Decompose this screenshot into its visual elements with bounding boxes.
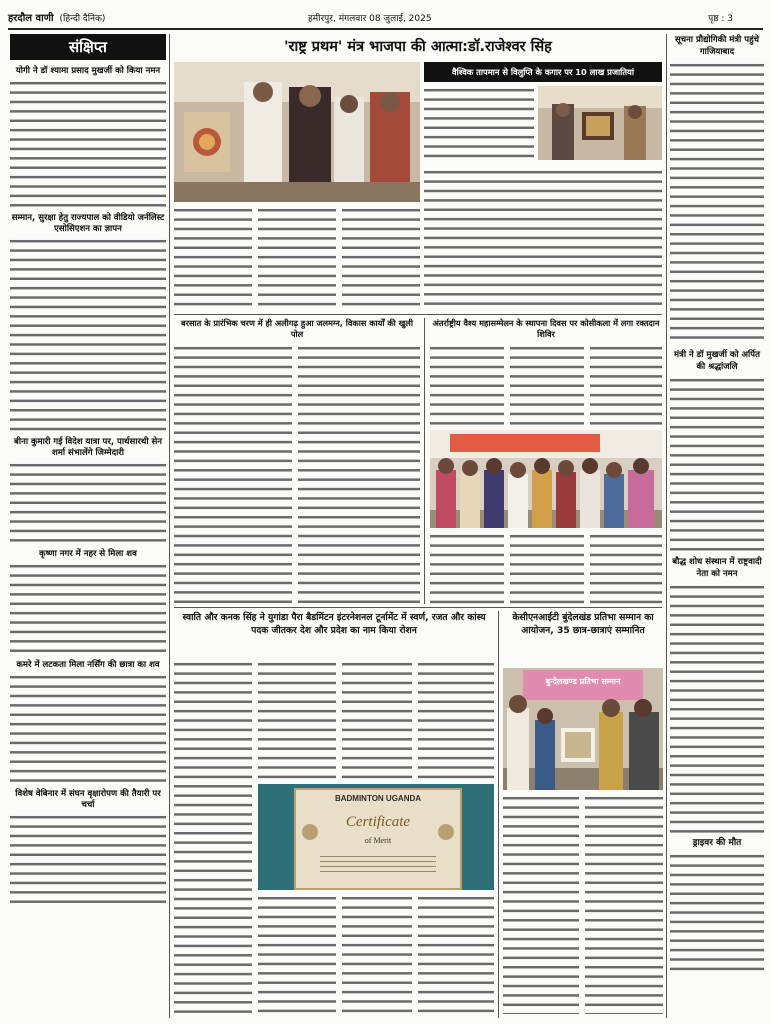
- column-rule-left: [169, 34, 170, 1018]
- certificate-sub: of Merit: [364, 836, 392, 845]
- row-rule-1: [174, 314, 662, 315]
- right-headline-4: ड्राइवर की मौत: [692, 838, 742, 848]
- place-date: हमीरपुर, मंगलवार 08 जुलाई, 2025: [308, 14, 432, 24]
- left-article-3: [10, 461, 166, 545]
- certificate-photo: [258, 784, 494, 890]
- right-article-1: [670, 61, 764, 345]
- left-headline-4: कृष्णा नगर में नहर से मिला शव: [39, 549, 137, 559]
- certificate-top-text: BADMINTON UGANDA: [334, 794, 422, 803]
- main-photo-graphic: [174, 62, 420, 202]
- badminton-article-4: [418, 660, 494, 780]
- badminton-article-2: [258, 660, 336, 780]
- mid-article-a-1: [174, 344, 292, 604]
- mid-article-b-5: [510, 532, 584, 604]
- left-headline-1: योगी ने डॉ श्यामा प्रसाद मुखर्जी को किया नमन: [15, 66, 161, 76]
- badminton-article-1: [174, 660, 252, 1014]
- right-column: [670, 34, 764, 1018]
- box1-article-b: [424, 168, 662, 310]
- right-headline-1: सूचना प्रौद्योगिकी मंत्री पहुंचे गाजियाबाद: [675, 35, 759, 57]
- row-rule-2: [174, 607, 662, 608]
- certificate-lines: [320, 852, 436, 872]
- blood-donation-photo: [430, 430, 662, 528]
- main-article-col-2: [258, 206, 336, 310]
- left-headline-6: विशेष वेबिनार में संघन वृक्षारोपण की तैयारी पर चर्चा: [15, 789, 161, 810]
- box1-headline: वैश्विक तापमान से विलुप्ति के कगार पर 10 लाख प्रजातियां: [424, 62, 662, 82]
- mid-headline-b: अंतर्राष्ट्रीय वैश्य महासम्मेलन के स्थापना दिवस पर कोसीकला में लगा रक्तदान शिविर: [432, 318, 660, 339]
- badminton-article-5: [258, 894, 336, 1014]
- newspaper-brand-sub: (हिन्दी दैनिक): [59, 13, 106, 24]
- certificate-title: Certificate: [345, 814, 411, 830]
- kcnit-headline: केसीएनआईटी बुंदेलखंड प्रतिभा सम्मान का आयोजन, 35 छात्र-छात्राएं सम्मानित: [512, 612, 654, 636]
- left-headline-3: बीना कुमारी गई विदेश यात्रा पर, पार्थसारथी सेन शर्मा संभालेंगे जिम्मेदारी: [14, 437, 162, 458]
- mid-article-b-2: [510, 344, 584, 426]
- kcnit-article-2: [585, 794, 663, 1014]
- column-rule-right: [666, 34, 667, 1018]
- certificate-seal-icon: [302, 824, 318, 840]
- badminton-headline: स्वाति और कनक सिंह ने युगांडा पैरा बैडमिंटन इंटरनेशनल टूर्नामेंट में स्वर्ण, रजत और कांस्य पदक जीतकर देश और प्रदेश का नाम किया रोशन: [182, 612, 486, 636]
- left-article-6: [10, 813, 166, 903]
- badminton-article-3: [342, 660, 412, 780]
- left-article-1: [10, 79, 166, 209]
- right-article-2: [670, 376, 764, 552]
- kcnit-photo: [503, 668, 663, 790]
- mid-headline-a: बरसात के प्रारंभिक चरण में ही अलीगढ़ हुआ जलमग्न, विकास कार्यों की खुली पोल: [181, 318, 413, 339]
- newspaper-brand: हरदौल वाणी: [8, 13, 54, 24]
- mid-article-b-4: [430, 532, 504, 604]
- box1-article-a: [424, 86, 534, 164]
- left-article-4: [10, 562, 166, 656]
- left-headline-2: सम्मान, सुरक्षा हेतु राज्यपाल को वीडियो जर्नलिस्ट एसोसिएशन का ज्ञापन: [11, 213, 165, 234]
- mid-article-b-6: [590, 532, 662, 604]
- mid-article-b-1: [430, 344, 504, 426]
- mid-article-b-3: [590, 344, 662, 426]
- main-photo: [174, 62, 420, 202]
- box1-photo: [538, 86, 662, 160]
- main-article-col-3: [342, 206, 420, 310]
- blood-donation-graphic: [430, 430, 662, 528]
- column-rule-mid: [424, 318, 425, 604]
- mid-article-a-2: [298, 344, 420, 604]
- main-article-col-1: [174, 206, 252, 310]
- right-headline-2: मंत्री ने डॉ मुखर्जी को अर्पित की श्रद्धांजलि: [674, 350, 760, 372]
- main-headline: 'राष्ट्र प्रथम' मंत्र भाजपा की आत्मा:डॉ.राजेश्वर सिंह: [284, 39, 552, 55]
- column-rule-row3: [498, 611, 499, 1018]
- left-headline-5: कमरे में लटकता मिला नर्सिंग की छात्रा का शव: [16, 660, 160, 670]
- left-column: [10, 34, 166, 1018]
- kcnit-banner-text: बुन्देलखण्ड प्रतिभा सम्मान: [545, 677, 621, 686]
- right-article-4: [670, 852, 764, 972]
- masthead: [8, 6, 763, 30]
- badminton-article-6: [342, 894, 412, 1014]
- box1-photo-graphic: [538, 86, 662, 160]
- right-headline-3: बौद्ध शोध संस्थान में राष्ट्रवादी नेता को नमन: [672, 557, 762, 579]
- right-article-3: [670, 583, 764, 833]
- certificate-card: [294, 788, 462, 890]
- left-article-5: [10, 673, 166, 785]
- badminton-article-7: [418, 894, 494, 1014]
- page-number: पृष्ठ : 3: [708, 14, 733, 24]
- certificate-seal-icon-right: [438, 824, 454, 840]
- section-title: संक्षिप्त: [10, 34, 166, 60]
- left-article-2: [10, 237, 166, 433]
- kcnit-article-1: [503, 794, 579, 1014]
